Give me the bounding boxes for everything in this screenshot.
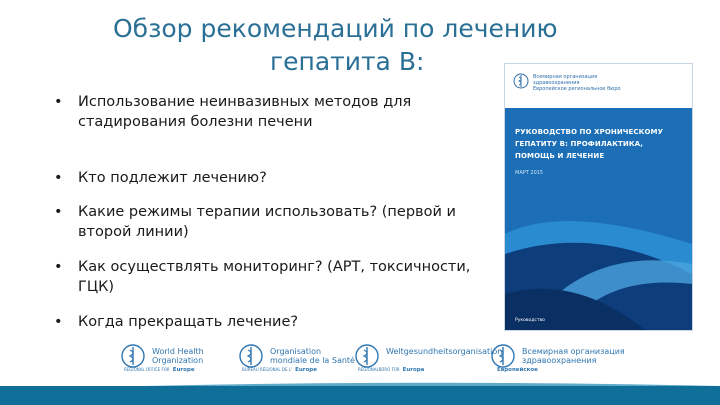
logo-region: Европейское [497,367,538,373]
bullet-item [54,202,474,257]
bullet-marker: • [54,204,63,220]
logo-name: Всемирная организация здравоохранения [522,347,625,365]
bullet-item [54,92,474,168]
bullet-item [54,312,474,332]
bullet-marker: • [54,259,63,275]
who-emblem-icon [490,343,516,369]
bullet-text: Как осуществлять мониторинг? (АРТ, токсичности, ГЦК) [78,259,471,295]
who-emblem-icon [513,73,529,89]
who-emblem-icon [120,343,146,369]
cover-footer: Руководство [515,318,545,323]
who-emblem-icon [238,343,264,369]
logo-region: BUREAU RÉGIONAL DE L' Europe [242,367,317,373]
who-german-logo [354,340,503,380]
slide-title-line-2: гепатита В: [270,47,425,76]
logo-region: REGIONAL OFFICE FOR Europe [124,367,195,373]
slide-title-line-1: Обзор рекомендаций по лечению [113,14,558,43]
cover-title: РУКОВОДСТВО ПО ХРОНИЧЕСКОМУ ГЕПАТИТУ В: ПРОФИЛАКТИКА, ПОМОЩЬ И ЛЕЧЕНИЕ [515,128,664,160]
bullet-text: Какие режимы терапии использовать? (первой и второй линии) [78,204,456,240]
bullet-list [54,92,474,332]
bullet-marker: • [54,314,63,330]
bullet-text: Когда прекращать лечение? [78,314,299,330]
who-french-logo [238,340,355,380]
cover-date: МАРТ 2015 [515,170,544,176]
bullet-text: Использование неинвазивных методов для стадирования болезни печени [78,94,412,130]
who-english-logo [120,340,230,380]
cover-wave-graphic [505,204,692,330]
who-russian-logo [490,340,625,380]
cover-org-name: Всемирная организация здравоохранения Европейское региональное бюро [533,74,621,92]
logo-name: Weltgesundheitsorganisation [386,347,503,356]
bullet-marker: • [54,170,63,186]
bullet-item [54,168,474,202]
bullet-marker: • [54,94,63,110]
logo-region: REGIONALBÜRO FÜR Europa [358,367,425,373]
who-emblem-icon [354,343,380,369]
bullet-item [54,257,474,312]
logo-name: Organisation mondiale de la Santé [270,347,355,365]
bullet-text: Кто подлежит лечению? [78,170,267,186]
bottom-bar [0,386,720,405]
cover-header [505,64,692,108]
logo-name: World Health Organization [152,347,204,365]
partner-logos-row [0,340,720,380]
guideline-cover-image [505,64,692,330]
